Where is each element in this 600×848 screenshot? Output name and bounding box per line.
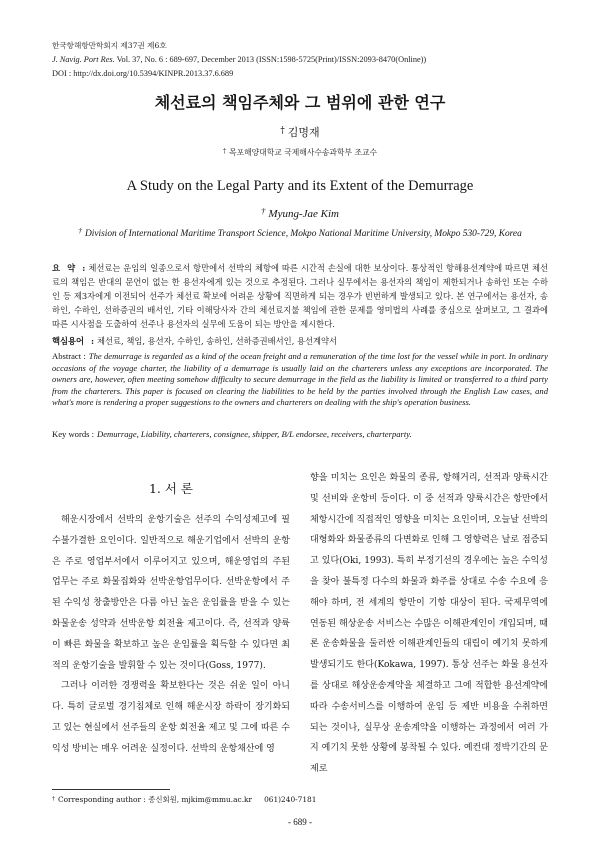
abstract-korean-text: 체선료는 운임의 일종으로서 항만에서 선박의 체항에 따른 시간적 손실에 대한 보상이다. 통상적인 항해용선계약에 따르면 체선료의 책임은 반대의 문언이 없는 한 용선자에게 있는 것으로 추정된다. 그러나 실무에서는 용선자의 책임이 제한되거나 송하인 또는 수하인 등 제3자에게 이전되어 선주가 체선료 확보에 어려운 상황에 직면하게 되는 경우가 빈번하게 발생되고 있다. 본 연구에서는 용선자, 송하인, 수하인, 선하증권의 배서인, 기타 이해당사자 간의 체선료지불 책임에 관한 문제를 영미법의 사례를 중심으로 살펴보고, 그 결과에 따른 시사점을 도출하여 선주나 용선자의 실무에 도움이 되는 방안을 제시한다. (52, 263, 548, 329)
keywords-english-text: Demurrage, Liability, charterers, consignee, shipper, B/L endorsee, receivers, charterparty. (97, 429, 412, 439)
keywords-english-label: Key words : (52, 429, 95, 439)
section-heading-introduction: 1. 서 론 (148, 481, 194, 496)
abstract-english (52, 351, 548, 409)
body-column-right (310, 468, 548, 780)
footnote (52, 794, 548, 807)
page-number: - 689 - (288, 817, 312, 827)
affiliation-korean (0, 147, 600, 160)
body-column-left (52, 510, 290, 760)
body-paragraph: 해운시장에서 선박의 운항기술은 선주의 수익성제고에 필수불가결한 요인이다. 일반적으로 해운기업에서 선박의 운항은 주로 영업부서에서 이루어지고 있으며, 해운영업의 주된 업무는 주로 화물집화와 선박운항업무이다. 선박운항에서 주된 수익성 창출방안은 다름 아닌 높은 운임률을 받을 수 있는 화물운송 성약과 선박운항 회전율 제고이다. 즉, 선적과 양륙이 빠른 화물을 확보하고 높은 운임률을 획득할 수 있다면 최적의 운항기술을 발휘할 수 있는 것이다(Goss, 1977). (52, 515, 290, 671)
keywords-english (52, 428, 548, 440)
affiliation-english (0, 227, 600, 241)
dagger-mark: † (222, 147, 227, 155)
body-paragraph: 향을 미치는 요인은 화물의 종류, 항해거리, 선적과 양륙시간 및 선비와 운항비 등이다. 이 중 선적과 양륙시간은 항만에서 체항시간에 직접적인 영향을 미치는 요인이며, 오늘날 선박의 대형화와 화물종류의 다변화로 인해 그 영향력은 날로 점증되고 있다(Oki, 1993). 특히 부정기선의 경우에는 높은 수익성을 찾아 불특정 다수의 화물과 화주를 상대로 수송 수요에 응해야 하며, 전 세계의 항만이 기항 대상이 된다. 국제무역에 연동된 해상운송 서비스는 수많은 이해관계인이 개입되며, 때론 운송화물을 둘러싼 이해관계인들의 대립이 예기치 못하게 발생되기도 한다(Kokawa, 1997). 통상 선주는 화물 용선자를 상대로 해상운송계약을 체결하고 그에 적합한 용선계약에 따라 수송서비스를 이행하여 운임 등 제반 비용을 수취하면 되는 것이나, 실무상 운송계약을 이행하는 과정에서 여러 가지 예기치 못한 상황에 봉착될 수 있다. 예컨대 정박기간의 문제로 (310, 473, 548, 775)
dagger-mark: † (78, 226, 82, 236)
paper-title-english: A Study on the Legal Party and its Extent of the Demurrage (126, 178, 474, 194)
paper-title-korean: 체선료의 책임주체와 그 범위에 관한 연구 (154, 93, 446, 112)
dagger-mark: † (52, 795, 55, 802)
author-name-korean: 김명재 (287, 126, 320, 139)
affiliation-text-english: Division of International Maritime Transport Science, Mokpo National Maritime University, Mokpo 530-729, Korea (84, 229, 522, 239)
keywords-korean-label: 핵심용어 : (52, 336, 95, 346)
journal-header (52, 39, 426, 81)
journal-citation (52, 53, 426, 67)
author-english (0, 206, 600, 222)
dagger-mark: † (280, 125, 285, 136)
footnote-divider (52, 789, 170, 790)
journal-abbreviation: J. Navig. Port Res. (52, 55, 115, 64)
doi-line: DOI : http://dx.doi.org/10.5394/KINPR.2013.37.6.689 (52, 69, 234, 78)
abstract-korean (52, 261, 548, 331)
footnote-phone: 061)240-7181 (264, 795, 317, 804)
abstract-english-label: Abstract : (52, 351, 86, 361)
footnote-text: Corresponding author : 종신회원, mjkim@mmu.ac.kr (57, 795, 253, 804)
abstract-korean-label: 요 약 : (52, 263, 86, 273)
keywords-korean (52, 334, 548, 348)
affiliation-text-korean: 목포해양대학교 국제해사수송과학부 조교수 (229, 148, 378, 157)
dagger-mark: † (261, 205, 266, 216)
abstract-english-text: The demurrage is regarded as a kind of the ocean freight and a remuneration of the time lost for the vessel while in port. In ordinary occasions of the voyage charter, the liability of a demurrage is usually laid on the charterers unless any exceptions are incorporated. The owners are, however, often meeting somehow difficulty to secure demurrage in the field as the liability is limited or transferred to a third party from the charterers. This paper is focused on clearing the liabilities to be held by the parties involved through the English Law cases, and what's more is rendering a proper suggestions to the owners and charterers on dealing with the ship's operation business. (52, 351, 548, 408)
author-korean (0, 125, 600, 142)
journal-volume-info: Vol. 37, No. 6 : 689-697, December 2013 (ISSN:1598-5725(Print)/ISSN:2093-8470(Online)) (116, 55, 427, 64)
author-name-english: Myung-Jae Kim (268, 208, 339, 220)
body-paragraph: 그러나 이러한 경쟁력을 확보한다는 것은 쉬운 일이 아니다. 특히 글로벌 경기침체로 인해 해운시장 하락이 장기화되고 있는 현실에서 선주들의 운항 회전율 제고 및 그에 따른 수익성 방비는 매우 어려운 실정이다. 선박의 운항채산에 영 (52, 681, 290, 754)
journal-name: 한국항해항만학회지 제37권 제6호 (52, 41, 167, 50)
keywords-korean-text: 체선료, 책임, 용선자, 수하인, 송하인, 선하증권배서인, 용선계약서 (97, 336, 338, 346)
